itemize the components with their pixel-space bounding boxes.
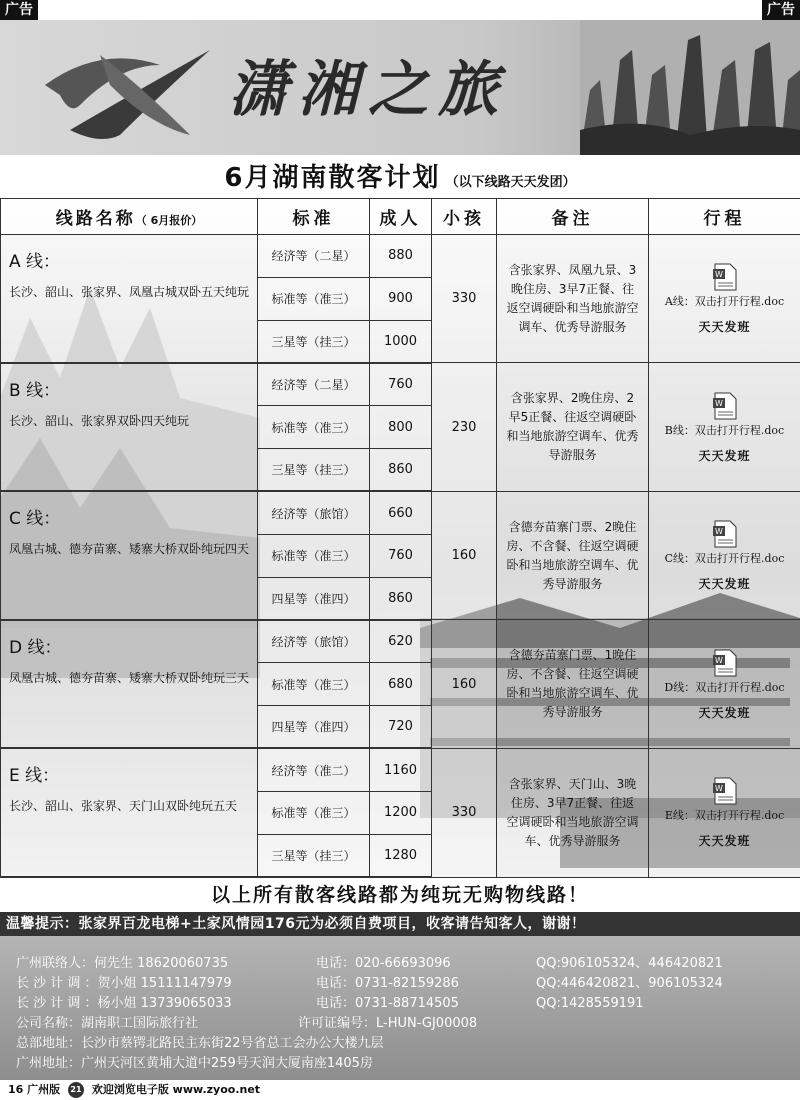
adult-price: 800 [370,406,432,449]
adult-price: 1200 [370,791,432,834]
route-cell [1,363,258,491]
child-price: 160 [432,620,497,748]
header-remark: 备注 [497,199,649,235]
contact-section [0,936,800,1080]
itinerary-doc-link[interactable]: A线：双击打开行程.doc [664,295,785,309]
contact-qq: QQ:906105324、446420821 [536,956,723,971]
daily-departure: 天天发班 [698,448,751,463]
adult-price: 1000 [370,320,432,363]
svg-text:W: W [714,655,723,665]
route-cell [1,491,258,619]
route-code: A 线： [9,252,61,272]
plan-title: 6月湖南散客计划 [224,163,441,193]
route-desc: 凤凰古城、德夯苗寨、矮寨大桥双卧纯玩四天 [9,542,250,557]
child-price: 330 [432,235,497,363]
adult-price: 720 [370,706,432,749]
warm-tip-bar: 温馨提示：张家界百龙电梯+土家风情园176元为必须自费项目，收客请告知客人，谢谢！ [0,912,800,936]
standard-cell: 三星等（挂三） [258,449,370,492]
adult-price: 620 [370,620,432,663]
table-row [1,491,800,534]
header-itinerary: 行程 [649,199,800,235]
adult-price: 1160 [370,748,432,791]
word-document-icon[interactable] [710,519,740,549]
logo-badge-icon: 21 [68,1082,84,1098]
word-document-icon[interactable] [710,648,740,678]
route-desc: 凤凰古城、德夯苗寨、矮寨大桥双卧纯玩三天 [9,670,250,685]
remark-cell: 含张家界、2晚住房、2早5正餐、往返空调硬卧和当地旅游空调车、优秀导游服务 [497,363,649,491]
itinerary-cell [649,491,800,619]
child-price: 330 [432,748,497,877]
contact-person: 长 沙 计 调 ：杨小姐 13739065033 [16,996,232,1011]
remark-cell: 含张家界、凤凰九景、3晚住房、3早7正餐、往返空调硬卧和当地旅游空调车、优秀导游服务 [497,235,649,363]
banner-title: 潇湘之旅 [228,55,508,125]
standard-cell: 三星等（挂三） [258,320,370,363]
svg-text:W: W [714,270,723,280]
swoosh-logo-icon [40,35,220,145]
route-code: E 线： [9,766,60,787]
daily-departure: 天天发班 [698,705,751,720]
word-document-icon[interactable] [710,391,740,421]
contact-row [16,954,800,974]
table-row [1,363,800,406]
standard-cell: 经济等（旅馆） [258,620,370,663]
adult-price: 1280 [370,834,432,877]
standard-cell: 标准等（准三） [258,791,370,834]
adult-price: 680 [370,663,432,706]
standard-cell: 标准等（准三） [258,277,370,320]
banner [0,20,800,155]
standard-cell: 四星等（准四） [258,706,370,749]
route-cell [1,620,258,748]
itinerary-doc-link[interactable]: D线：双击打开行程.doc [664,680,785,694]
word-document-icon[interactable] [710,262,740,292]
word-document-icon[interactable] [710,776,740,806]
itinerary-cell [649,748,800,877]
contact-qq: QQ:446420821、906105324 [536,976,723,991]
child-price: 230 [432,363,497,491]
standard-cell: 三星等（挂三） [258,834,370,877]
route-desc: 长沙、韶山、张家界双卧四天纯玩 [9,413,190,428]
daily-departure: 天天发班 [698,577,751,592]
header-child: 小孩 [432,199,497,235]
route-cell [1,748,258,877]
adult-price: 760 [370,534,432,577]
no-shopping-slogan: 以上所有散客线路都为纯玩无购物线路！ [0,878,800,912]
itinerary-doc-link[interactable]: E线：双击打开行程.doc [664,809,785,823]
standard-cell: 标准等（准三） [258,663,370,706]
address-row [16,1054,800,1074]
company-name: 公司名称：湖南职工国际旅行社 [16,1016,199,1031]
itinerary-cell [649,235,800,363]
company-row [16,1014,800,1034]
route-cell [1,235,258,363]
header-standard: 标准 [258,199,370,235]
mountain-scenery-icon [580,20,800,155]
route-desc: 长沙、韶山、张家界、凤凰古城双卧五天纯玩 [9,285,250,299]
header-adult: 成人 [370,199,432,235]
standard-cell: 经济等（旅馆） [258,491,370,534]
ad-label-right: 广告 [762,0,800,20]
child-price: 160 [432,491,497,619]
gz-address: 广州地址：广州天河区黄埔大道中259号天润大厦南座1405房 [16,1056,373,1071]
itinerary-doc-link[interactable]: B线：双击打开行程.doc [664,423,785,437]
contact-phone: 电话：020-66693096 [316,956,451,971]
svg-text:W: W [714,784,723,794]
route-code: D 线： [9,637,62,658]
contact-person: 广州联络人：何先生 18620060735 [16,956,229,971]
adult-price: 880 [370,235,432,278]
contact-person: 长 沙 计 调 ：贺小姐 15111147979 [16,976,232,991]
adult-price: 760 [370,363,432,406]
daily-departure: 天天发班 [698,320,751,335]
footer-website[interactable]: 欢迎浏览电子版 www.zyoo.net [91,1083,261,1096]
standard-cell: 标准等（准三） [258,406,370,449]
contact-row [16,994,800,1014]
remark-cell: 含德夯苗寨门票、1晚住房、不含餐、往返空调硬卧和当地旅游空调车、优秀导游服务 [497,620,649,748]
page-number: 16 [8,1083,24,1096]
adult-price: 660 [370,491,432,534]
plan-heading [0,158,800,198]
hq-address: 总部地址：长沙市蔡锷北路民主东街22号省总工会办公大楼九层 [16,1036,384,1051]
plan-subtitle: （以下线路天天发团） [445,175,576,190]
standard-cell: 经济等（准二） [258,748,370,791]
standard-cell: 标准等（准三） [258,534,370,577]
page-footer [0,1080,800,1100]
ad-label-left: 广告 [0,0,38,20]
header-route: 线路名称（ 6月报价） [1,199,258,235]
standard-cell: 经济等（二星） [258,235,370,278]
price-table [0,198,800,878]
license-number: 许可证编号：L-HUN-GJ00008 [298,1016,478,1031]
adult-price: 900 [370,277,432,320]
table-row [1,748,800,791]
table-row [1,235,800,278]
edition-label: 广州版 [27,1083,61,1096]
contact-qq: QQ:1428559191 [536,996,644,1011]
adult-price: 860 [370,577,432,620]
price-table-area [0,198,800,878]
daily-departure: 天天发班 [698,834,751,849]
address-row [16,1034,800,1054]
itinerary-doc-link[interactable]: C线：双击打开行程.doc [664,552,785,566]
adult-price: 860 [370,449,432,492]
svg-text:W: W [714,398,723,408]
route-desc: 长沙、韶山、张家界、天门山双卧纯玩五天 [9,799,238,814]
contact-row [16,974,800,994]
contact-phone: 电话：0731-82159286 [316,976,459,991]
remark-cell: 含德夯苗寨门票、2晚住房、不含餐、往返空调硬卧和当地旅游空调车、优秀导游服务 [497,491,649,619]
table-row [1,620,800,663]
remark-cell: 含张家界、天门山、3晚住房、3早7正餐、往返空调硬卧和当地旅游空调车、优秀导游服务 [497,748,649,877]
contact-phone: 电话：0731-88714505 [316,996,459,1011]
svg-text:W: W [714,527,723,537]
itinerary-cell [649,620,800,748]
standard-cell: 经济等（二星） [258,363,370,406]
route-code: B 线： [9,380,61,401]
route-code: C 线： [9,509,61,530]
itinerary-cell [649,363,800,491]
standard-cell: 四星等（准四） [258,577,370,620]
